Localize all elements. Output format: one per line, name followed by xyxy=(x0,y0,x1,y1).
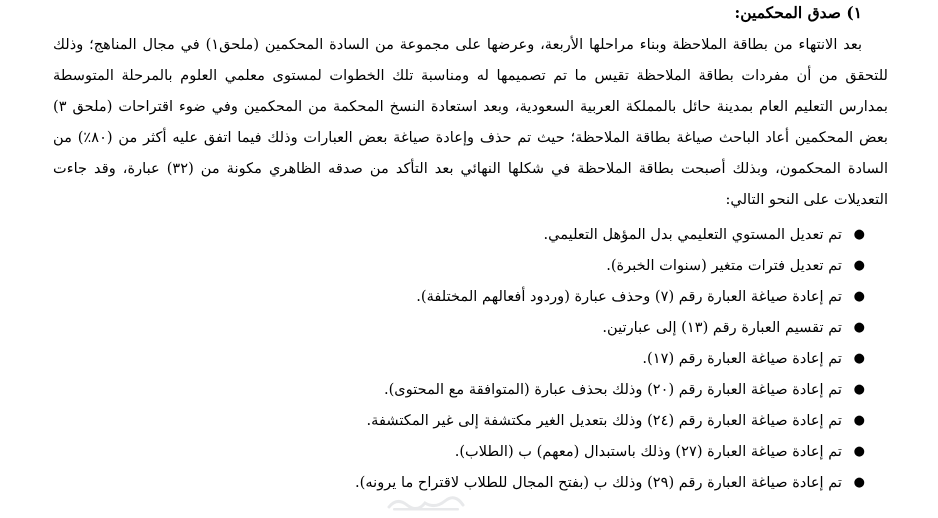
bullet-icon: ● xyxy=(853,351,865,366)
bullet-icon: ● xyxy=(853,320,865,335)
list-item-text: تم تعديل المستوي التعليمي بدل المؤهل التعليمي. xyxy=(543,226,842,243)
list-item-text: تم إعادة صياغة العبارة رقم (٢٠) وذلك بحذف عبارة (المتوافقة مع المحتوى). xyxy=(383,381,842,398)
list-item xyxy=(355,343,868,374)
list-item-text: تم إعادة صياغة العبارة (٢٧) وذلك باستبدال (معهم) ب (الطلاب). xyxy=(454,443,842,460)
bullet-icon: ● xyxy=(853,413,865,428)
bullet-icon: ● xyxy=(853,382,865,397)
watermark-logo xyxy=(385,493,467,513)
modifications-list xyxy=(355,219,868,498)
bullet-icon: ● xyxy=(853,444,865,459)
list-item-text: تم تعديل فترات متغير (سنوات الخبرة). xyxy=(606,257,842,274)
list-item-text: تم تقسيم العبارة رقم (١٣) إلى عبارتين. xyxy=(602,319,842,336)
list-item-text: تم إعادة صياغة العبارة رقم (٧) وحذف عبارة (وردود أفعالهم المختلفة). xyxy=(416,288,842,305)
list-item xyxy=(355,250,868,281)
list-item-text: تم إعادة صياغة العبارة رقم (١٧). xyxy=(642,350,842,367)
bullet-icon: ● xyxy=(853,289,865,304)
list-item xyxy=(355,281,868,312)
body-paragraph: بعد الانتهاء من بطاقة الملاحظة وبناء مراحلها الأربعة، وعرضها على مجموعة من السادة المحكمين (ملحق١) في مجال المناهج؛ وذلك للتحقق من أن مفردات بطاقة الملاحظة تقيس ما تم تصميمها له ومناسبة تلك الخطوات لمستوى معلمي العلوم بالمرحلة المتوسطة بمدارس التعليم العام بمدينة حائل بالمملكة العربية السعودية، وبعد استعادة النسخ المحكمة من المحكمين وفي ضوء اقتراحات (ملحق ٣) بعض المحكمين أعاد الباحث صياغة بطاقة الملاحظة؛ حيث تم حذف وإعادة صياغة بعض العبارات وذلك فيما اتفق عليه أكثر من (٨٠٪) من السادة المحكمون، وبذلك أصبحت بطاقة الملاحظة في شكلها النهائي بعد التأكد من صدقه الظاهري مكونة من (٣٢) عبارة، وقد جاءت التعديلات على النحو التالي: xyxy=(53,36,888,208)
list-item xyxy=(355,312,868,343)
list-item-text: تم إعادة صياغة العبارة رقم (٢٩) وذلك ب (بفتح المجال للطلاب لاقتراح ما يرونه). xyxy=(354,474,842,491)
list-item xyxy=(355,436,868,467)
list-item xyxy=(355,405,868,436)
bullet-icon: ● xyxy=(853,475,865,490)
list-item xyxy=(355,374,868,405)
bullet-icon: ● xyxy=(853,258,865,273)
list-item-text: تم إعادة صياغة العبارة رقم (٢٤) وذلك بتعديل الغير مكتشفة إلى غير المكتشفة. xyxy=(366,412,842,429)
list-item xyxy=(355,219,868,250)
section-heading: ١) صدق المحكمين: xyxy=(734,3,862,22)
bullet-icon: ● xyxy=(853,227,865,242)
body-paragraph-block xyxy=(53,29,888,215)
